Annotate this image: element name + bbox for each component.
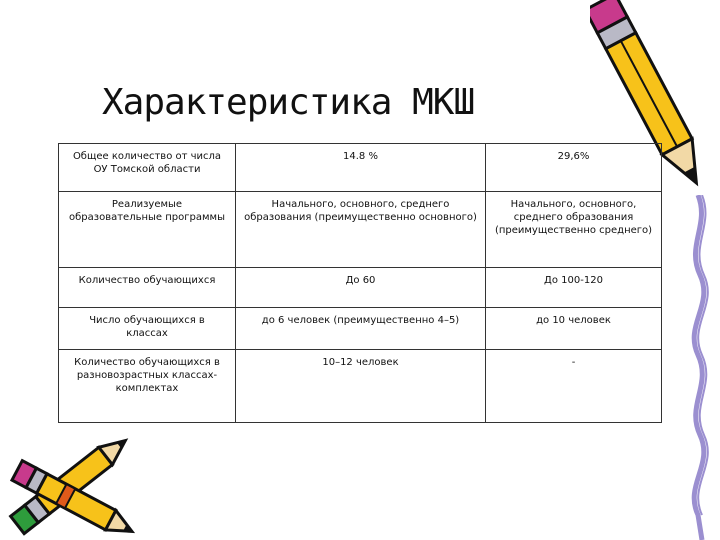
characteristics-table — [58, 143, 662, 423]
table-row — [59, 308, 662, 350]
table-cell: 14.8 % — [236, 144, 486, 192]
table-cell: - — [486, 350, 662, 423]
table-cell: До 60 — [236, 268, 486, 308]
table-row — [59, 192, 662, 268]
table-cell: До 100-120 — [486, 268, 662, 308]
table-cell: до 6 человек (преимущественно 4–5) — [236, 308, 486, 350]
row-label: Реализуемые образовательные программы — [59, 192, 236, 268]
ribbon-icon — [676, 195, 720, 540]
row-label: Количество обучающихся — [59, 268, 236, 308]
table-row — [59, 144, 662, 192]
table-row — [59, 350, 662, 423]
crossed-pencils-icon — [0, 430, 150, 540]
table-cell: Начального, основного, среднего образования (преимущественно среднего) — [486, 192, 662, 268]
row-label: Общее количество от числа ОУ Томской области — [59, 144, 236, 192]
page-title: Характеристика МКШ — [102, 82, 475, 123]
table-cell: Начального, основного, среднего образования (преимущественно основного) — [236, 192, 486, 268]
table-cell: до 10 человек — [486, 308, 662, 350]
row-label: Число обучающихся в классах — [59, 308, 236, 350]
table-row — [59, 268, 662, 308]
row-label: Количество обучающихся в разновозрастных классах-комплектах — [59, 350, 236, 423]
table-cell: 10–12 человек — [236, 350, 486, 423]
table-cell: 29,6% — [486, 144, 662, 192]
